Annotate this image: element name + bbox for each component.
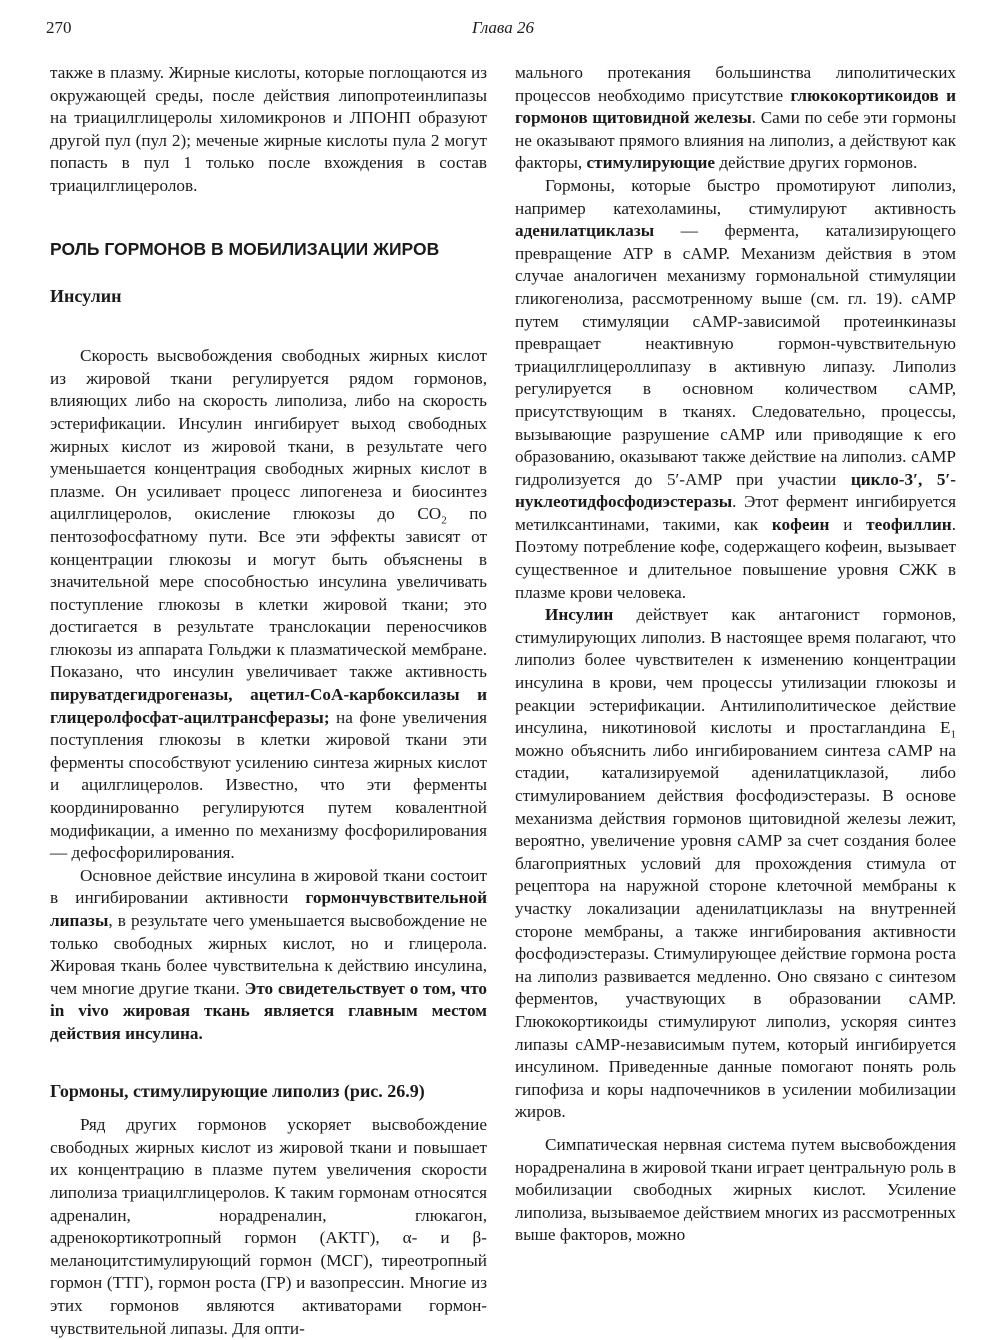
- right-column: [515, 62, 956, 1247]
- paragraph-insulin-2: Основное действие инсулина в жировой ткани состоит в ингибировании активности гормончувствительной липазы, в результате чего уменьшается высвобождение не только свободных жирных кислот, но и глицерола. Жировая ткань более чувствительна к действию инсулина, чем многие другие ткани. Это свидетельствует о том, что in vivo жировая ткань является главным местом действия инсулина.: [50, 865, 487, 1043]
- paragraph-continuation-right: мального протекания большинства липолитических процессов необходимо присутствие глюкокортикоидов и гормонов щитовидной железы. Сами по себе эти гормоны не оказывают прямого влияния на липолиз, а действуют как факторы, стимулирующие действие других гормонов.: [515, 63, 956, 173]
- paragraph-insulin-antagonist: Инсулин действует как антагонист гормонов, стимулирующих липолиз. В настоящее время полагают, что липолиз более чувствителен к изменению концентрации инсулина в крови, чем процессы утилизации глюкозы и реакции эстерификации. Антилиполитическое действие инсулина, никотиновой кислоты и простагландина $E_1$ можно объяснить либо ингибированием синтеза cAMP на стадии, катализируемой аденилатциклазой, либо стимулированием действия фосфодиэстеразы. В основе механизма действия гормонов щитовидной железы лежит, вероятно, увеличение уровня cAMP за счет создания более благоприятных условий для прохождения стимула от рецептора на наружной стороне клеточной мембраны к участку локализации аденилатциклазы на внутренней стороне мембраны, а также ингибирования активности фосфодиэстеразы. Стимулирующее действие гормона роста на липолиз развивается медленно. Оно связано с синтезом ферментов, участвующих в образовании cAMP. Глюкокортикоиды стимулируют липолиз, ускоряя синтез липазы cAMP-независимым путем, который ингибируется инсулином. Приведенные данные помогают понять роль гипофиза и коры надпочечников в усилении мобилизации жиров.: [515, 605, 956, 1122]
- page-number: 270: [46, 18, 72, 37]
- running-head: Глава 26: [472, 18, 534, 37]
- page-header: [46, 18, 960, 48]
- left-column: [50, 62, 487, 1340]
- paragraph-lipolysis-hormones: Ряд других гормонов ускоряет высвобождение свободных жирных кислот из жировой ткани и повышает их концентрацию в плазме путем увеличения скорости липолиза триацилглицеролов. К таким гормонам относятся адреналин, норадреналин, глюкагон, адренокортикотропный гормон (АКТГ), α- и β-меланоцитстимулирующий гормон (МСГ), тиреотропный гормон (ТТГ), гормон роста (ГР) и вазопрессин. Многие из этих гормонов являются активаторами гормон-чувствительной липазы. Для опти-: [50, 1115, 487, 1338]
- paragraph-continuation: также в плазму. Жирные кислоты, которые поглощаются из окружающей среды, после действия липопротеинлипазы на триацилглицеролы хиломикронов и ЛПОНП образуют другой пул (пул 2); меченые жирные кислоты пула 2 могут попасть в пул 1 только после вхождения в состав триацилглицеролов.: [50, 63, 487, 195]
- section-heading: РОЛЬ ГОРМОНОВ В МОБИЛИЗАЦИИ ЖИРОВ: [50, 238, 440, 259]
- paragraph-camp: Гормоны, которые быстро промотируют липолиз, например катехоламины, стимулируют активность аденилатциклазы — фермента, катализирующего превращение ATP в cAMP. Механизм действия в этом случае аналогичен механизму гормональной стимуляции гликогенолиза, рассмотренному выше (см. гл. 19). cAMP путем стимуляции cAMP-зависимой протеинкиназы превращает неактивную гормон-чувствительную триацилглицероллипазу в активную липазу. Липолиз регулируется в основном количеством cAMP, присутствующим в тканях. Следовательно, процессы, вызывающие разрушение cAMP или приводящие к его образованию, оказывают также действие на липолиз. cAMP гидролизуется до 5′-AMP при участии цикло-3′, 5′-нуклеотидфосфодиэстеразы. Этот фермент ингибируется метилксантинами, такими, как кофеин и теофиллин. Поэтому потребление кофе, содержащего кофеин, вызывает существенное и длительное повышение уровня СЖК в плазме крови человека.: [515, 175, 957, 602]
- subsection-heading-insulin: Инсулин: [50, 285, 122, 306]
- paragraph-sympathetic: Симпатическая нервная система путем высвобождения норадреналина в жировой ткани играет центральную роль в мобилизации свободных жирных кислот. Усиление липолиза, вызываемое действием многих из рассмотренных выше факторов, можно: [515, 1134, 957, 1245]
- subsection-heading-lipolysis-hormones: Гормоны, стимулирующие липолиз (рис. 26.9): [50, 1080, 425, 1101]
- paragraph-insulin-1: Скорость высвобождения свободных жирных кислот из жировой ткани регулируется рядом гормонов, влияющих либо на скорость липолиза, либо на скорость эстерификации. Инсулин ингибирует выход свободных жирных кислот из жировой ткани, в результате чего уменьшается концентрация свободных жирных кислот в плазме. Он усиливает процесс липогенеза и биосинтез ацилглицеролов, окисление глюкозы до $CO_2$ по пентозофосфатному пути. Все эти эффекты зависят от концентрации глюкозы и могут быть объяснены в значительной мере способностью инсулина увеличивать поступление глюкозы в клетки жировой ткани; это достигается в результате транслокации переносчиков глюкозы из аппарата Гольджи к плазматической мембране. Показано, что инсулин увеличивает также активность пируватдегидрогеназы, ацетил-CoA-карбоксилазы и глицеролфосфат-ацилтрансферазы; на фоне увеличения поступления глюкозы в клетки жировой ткани эти ферменты способствуют усилению синтеза жирных кислот и ацилглицеролов. Известно, что эти ферменты координированно регулируются путем ковалентной модификации, а именно по механизму фосфорилирования — дефосфорилирования.: [50, 346, 488, 863]
